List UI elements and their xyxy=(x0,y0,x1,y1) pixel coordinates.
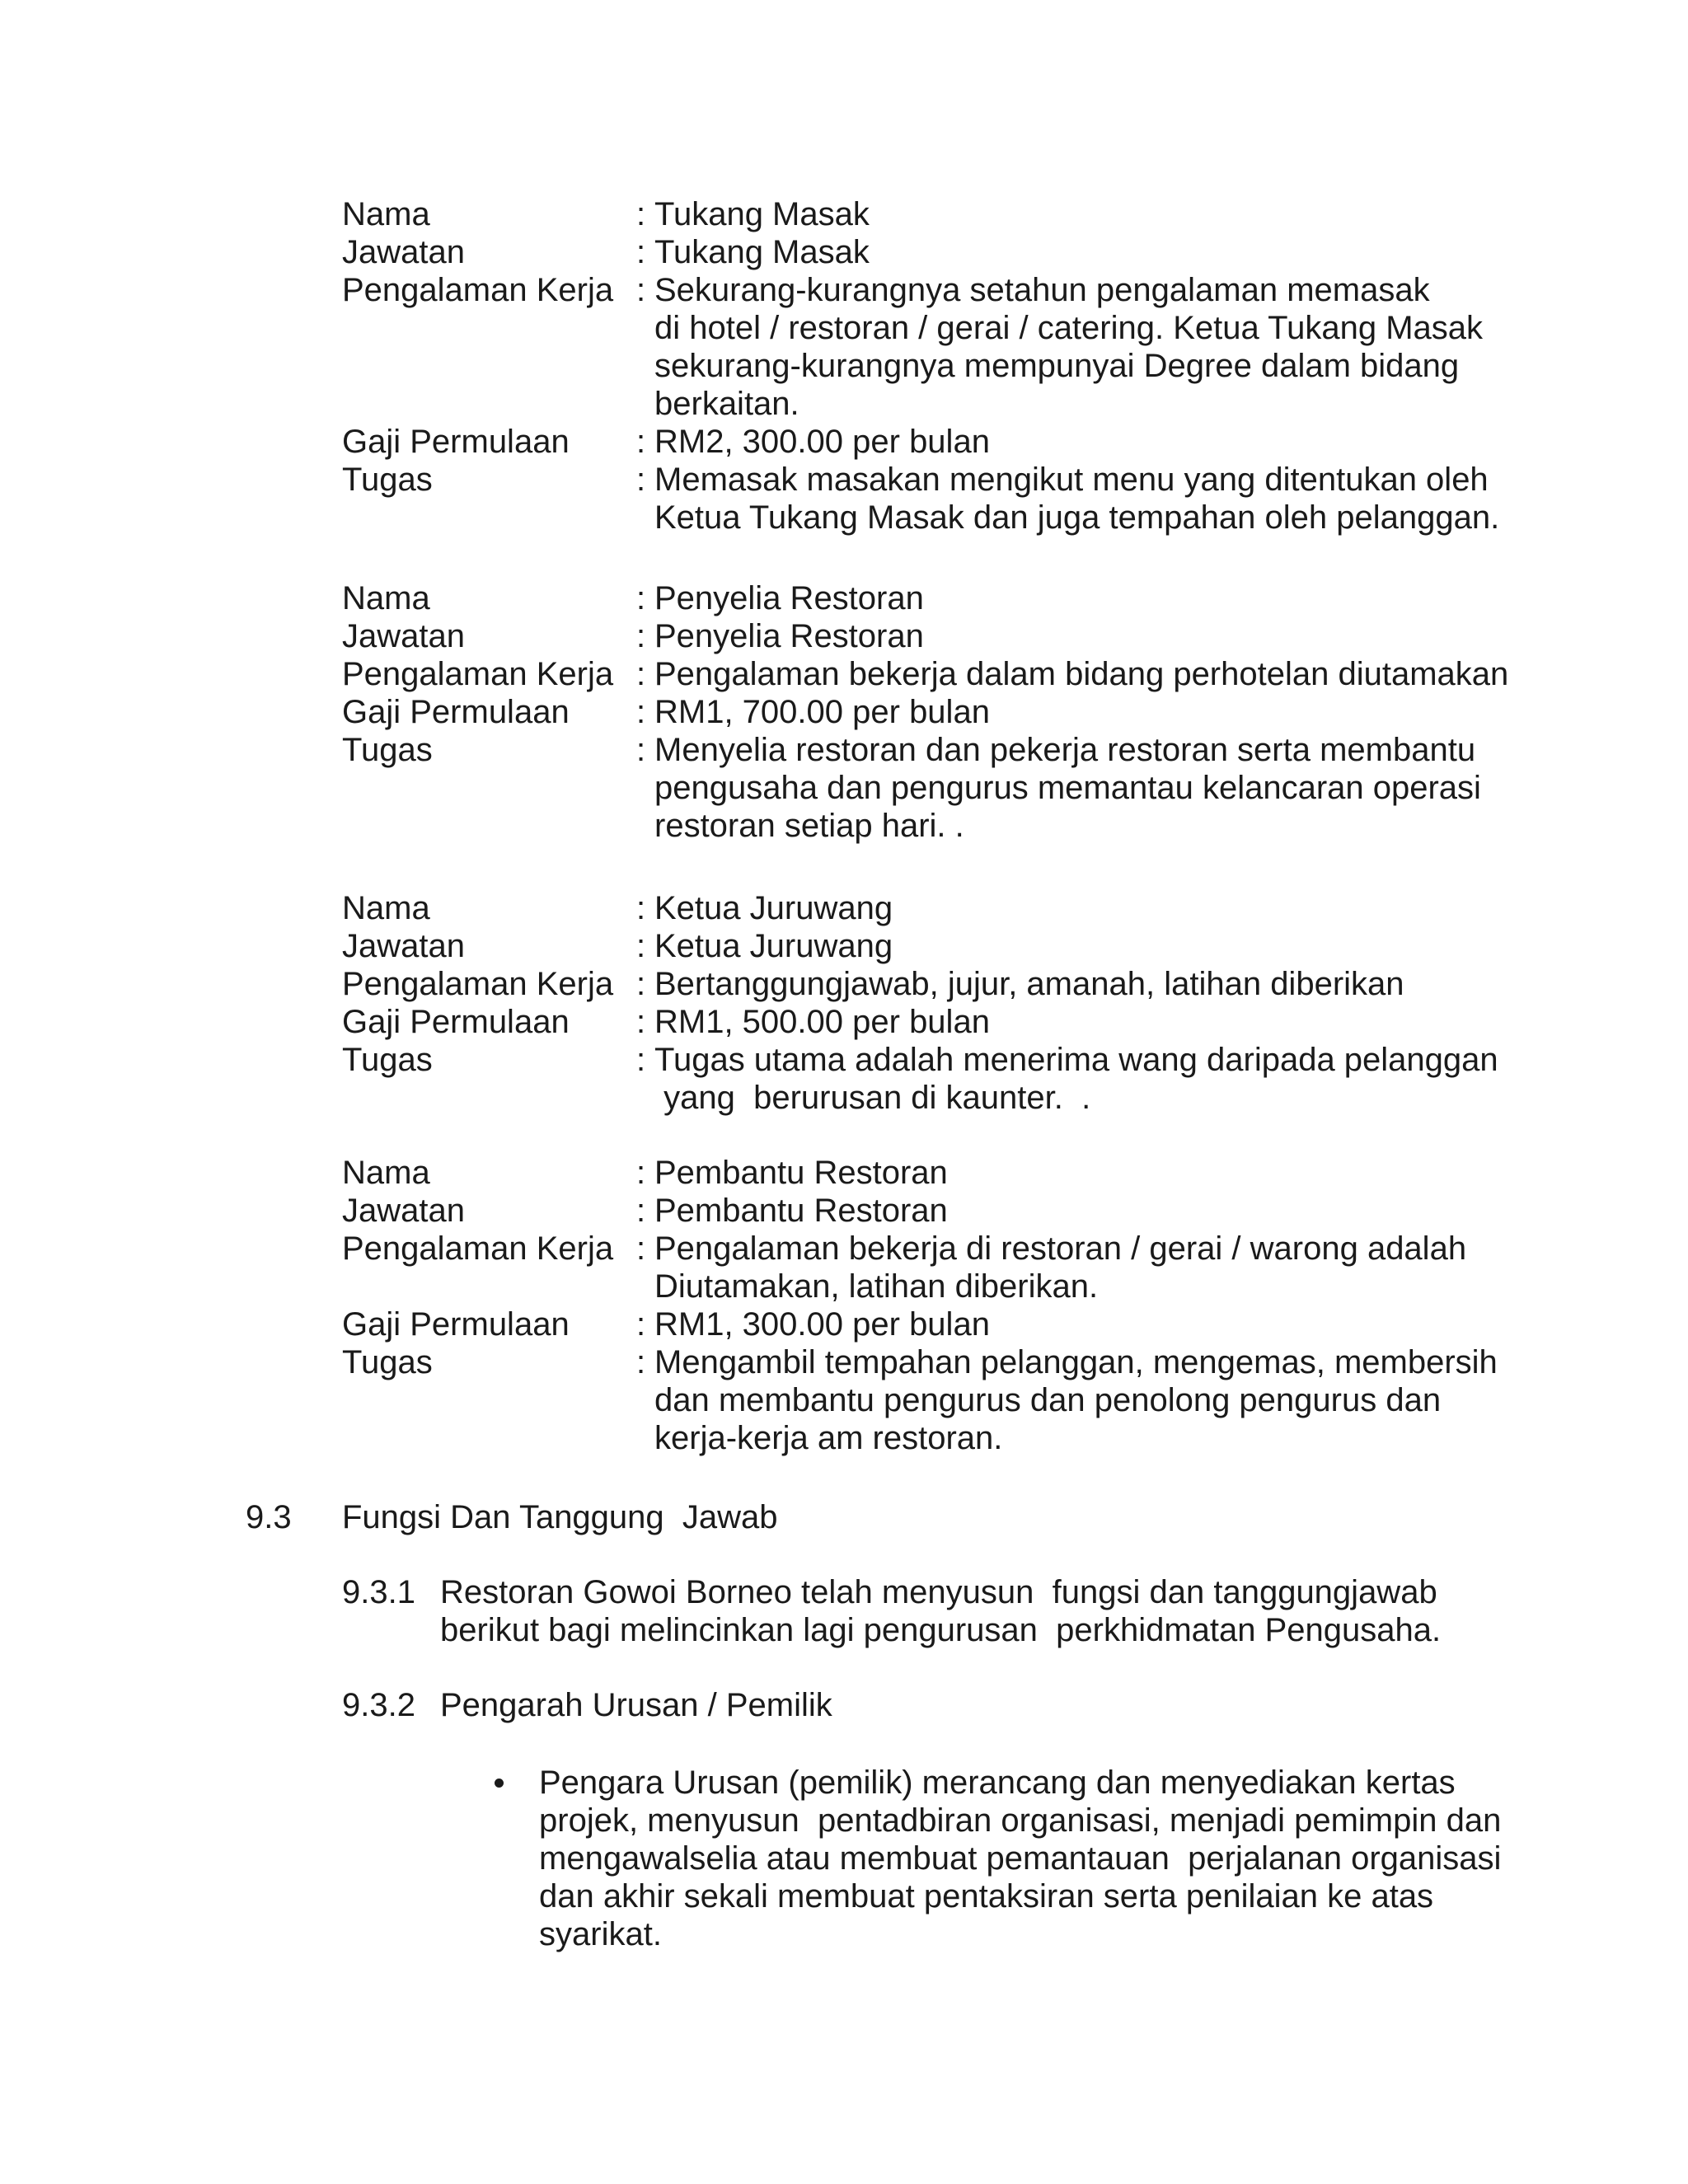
job-row-nama xyxy=(342,1154,1512,1192)
value-jawatan: Tukang Masak xyxy=(654,234,870,270)
colon: : xyxy=(636,694,646,730)
label-tugas: Tugas xyxy=(342,1344,433,1380)
subsection-number: 9.3.2 xyxy=(342,1687,415,1723)
colon: : xyxy=(636,1344,646,1380)
value-tugas: Memasak masakan mengikut menu yang ditentukan oleh Ketua Tukang Masak dan juga tempahan oleh pelanggan. xyxy=(654,462,1500,536)
job-row-gaji xyxy=(342,1003,1512,1041)
value-pengalaman-kerja: Pengalaman bekerja dalam bidang perhotelan diutamakan xyxy=(654,656,1509,692)
colon: : xyxy=(636,732,646,768)
colon: : xyxy=(636,618,646,654)
colon: : xyxy=(636,928,646,964)
colon: : xyxy=(636,1193,646,1229)
colon: : xyxy=(636,196,646,232)
label-jawatan: Jawatan xyxy=(342,234,465,270)
colon: : xyxy=(636,424,646,460)
value-pengalaman-kerja: Bertanggungjawab, jujur, amanah, latihan diberikan xyxy=(654,966,1404,1002)
label-nama: Nama xyxy=(342,580,430,616)
job-row-nama xyxy=(342,195,1512,233)
value-gaji-permulaan: RM1, 500.00 per bulan xyxy=(654,1004,990,1040)
value-nama: Tukang Masak xyxy=(654,196,870,232)
subsection-9-3-1 xyxy=(342,1573,1441,1649)
job-row-jawatan xyxy=(342,1192,1512,1230)
label-pengalaman-kerja: Pengalaman Kerja xyxy=(342,966,614,1002)
job-row-pengalaman xyxy=(342,1230,1512,1305)
job-block-ketua-juruwang xyxy=(342,889,1512,1117)
label-gaji-permulaan: Gaji Permulaan xyxy=(342,1004,570,1040)
label-nama: Nama xyxy=(342,890,430,926)
job-block-pembantu-restoran xyxy=(342,1154,1512,1457)
colon: : xyxy=(636,580,646,616)
label-tugas: Tugas xyxy=(342,732,433,768)
value-jawatan: Penyelia Restoran xyxy=(654,618,924,654)
job-row-nama xyxy=(342,579,1512,617)
value-gaji-permulaan: RM1, 700.00 per bulan xyxy=(654,694,990,730)
job-row-tugas xyxy=(342,1041,1512,1117)
job-row-jawatan xyxy=(342,233,1512,271)
job-row-jawatan xyxy=(342,617,1512,655)
section-heading xyxy=(246,1498,778,1536)
section-number: 9.3 xyxy=(246,1499,292,1535)
label-pengalaman-kerja: Pengalaman Kerja xyxy=(342,272,614,308)
colon: : xyxy=(636,1042,646,1078)
job-row-pengalaman xyxy=(342,655,1512,693)
job-row-tugas xyxy=(342,461,1512,537)
value-pengalaman-kerja: Sekurang-kurangnya setahun pengalaman memasak di hotel / restoran / gerai / catering. Ketua Tukang Masak sekurang-kurangnya mempunyai Degree dalam bidang berkaitan. xyxy=(654,272,1483,422)
label-gaji-permulaan: Gaji Permulaan xyxy=(342,1306,570,1343)
bullet-item xyxy=(490,1764,1501,1953)
subsection-number: 9.3.1 xyxy=(342,1574,415,1610)
job-row-pengalaman xyxy=(342,271,1512,423)
label-nama: Nama xyxy=(342,1155,430,1191)
section-title: Fungsi Dan Tanggung Jawab xyxy=(342,1499,778,1535)
job-block-tukang-masak xyxy=(342,195,1512,537)
subsection-text: Pengarah Urusan / Pemilik xyxy=(440,1687,832,1723)
job-block-penyelia-restoran xyxy=(342,579,1512,845)
job-row-jawatan xyxy=(342,927,1512,965)
colon: : xyxy=(636,890,646,926)
job-row-gaji xyxy=(342,1305,1512,1343)
value-tugas: Tugas utama adalah menerima wang daripada pelanggan yang berurusan di kaunter. . xyxy=(654,1042,1498,1116)
subsection-text: Restoran Gowoi Borneo telah menyusun fungsi dan tanggungjawab berikut bagi melincinkan lagi pengurusan perkhidmatan Pengusaha. xyxy=(440,1574,1442,1648)
value-tugas: Mengambil tempahan pelanggan, mengemas, membersih dan membantu pengurus dan penolong pengurus dan kerja-kerja am restoran. xyxy=(654,1344,1498,1456)
label-jawatan: Jawatan xyxy=(342,618,465,654)
colon: : xyxy=(636,1306,646,1343)
value-nama: Penyelia Restoran xyxy=(654,580,924,616)
colon: : xyxy=(636,272,646,308)
job-row-tugas xyxy=(342,731,1512,845)
value-nama: Ketua Juruwang xyxy=(654,890,893,926)
job-row-pengalaman xyxy=(342,965,1512,1003)
label-pengalaman-kerja: Pengalaman Kerja xyxy=(342,656,614,692)
value-gaji-permulaan: RM2, 300.00 per bulan xyxy=(654,424,990,460)
colon: : xyxy=(636,1004,646,1040)
label-jawatan: Jawatan xyxy=(342,1193,465,1229)
value-nama: Pembantu Restoran xyxy=(654,1155,948,1191)
value-jawatan: Pembantu Restoran xyxy=(654,1193,948,1229)
bullet-text: Pengara Urusan (pemilik) merancang dan menyediakan kertas projek, menyusun pentadbiran organisasi, menjadi pemimpin dan mengawalselia atau membuat pemantauan perjalanan organisasi dan akhir sekali membuat pentaksiran serta penilaian ke atas syarikat. xyxy=(539,1765,1502,1952)
colon: : xyxy=(636,1230,646,1267)
label-nama: Nama xyxy=(342,196,430,232)
job-row-gaji xyxy=(342,693,1512,731)
job-row-gaji xyxy=(342,423,1512,461)
label-tugas: Tugas xyxy=(342,1042,433,1078)
label-gaji-permulaan: Gaji Permulaan xyxy=(342,424,570,460)
colon: : xyxy=(636,656,646,692)
job-row-nama xyxy=(342,889,1512,927)
colon: : xyxy=(636,462,646,498)
value-pengalaman-kerja: Pengalaman bekerja di restoran / gerai / warong adalah Diutamakan, latihan diberikan. xyxy=(654,1230,1467,1305)
label-pengalaman-kerja: Pengalaman Kerja xyxy=(342,1230,614,1267)
value-jawatan: Ketua Juruwang xyxy=(654,928,893,964)
subsection-9-3-2 xyxy=(342,1686,832,1724)
bullet-dot-icon xyxy=(490,1764,539,1802)
value-tugas: Menyelia restoran dan pekerja restoran serta membantu pengusaha dan pengurus memantau kelancaran operasi restoran setiap hari. . xyxy=(654,732,1481,844)
colon: : xyxy=(636,966,646,1002)
label-tugas: Tugas xyxy=(342,462,433,498)
colon: : xyxy=(636,234,646,270)
label-gaji-permulaan: Gaji Permulaan xyxy=(342,694,570,730)
job-row-tugas xyxy=(342,1343,1512,1457)
value-gaji-permulaan: RM1, 300.00 per bulan xyxy=(654,1306,990,1343)
label-jawatan: Jawatan xyxy=(342,928,465,964)
colon: : xyxy=(636,1155,646,1191)
